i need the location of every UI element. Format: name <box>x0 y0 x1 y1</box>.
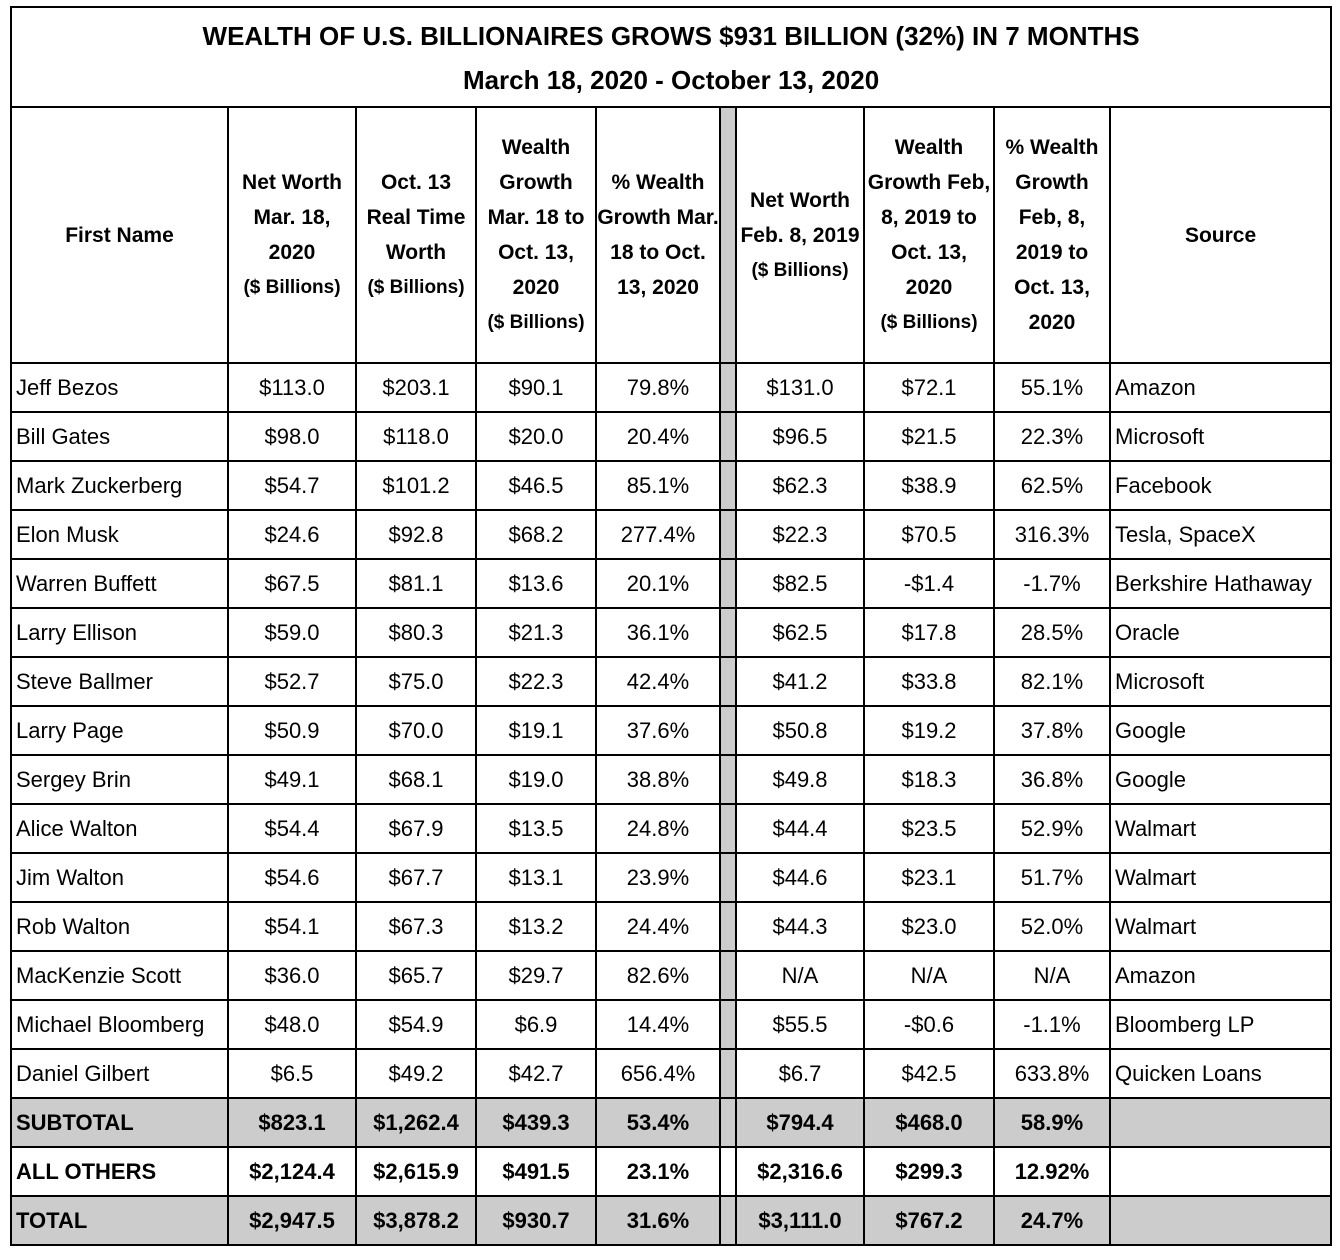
cell-wealth-growth-feb: $33.8 <box>864 657 994 706</box>
cell-pct-growth-feb: 28.5% <box>994 608 1110 657</box>
cell-pct-growth-feb: 12.92% <box>994 1147 1110 1196</box>
cell-net-worth-mar: $6.5 <box>228 1049 356 1098</box>
table-row <box>11 1049 1331 1098</box>
cell-name: Bill Gates <box>11 412 228 461</box>
cell-name: SUBTOTAL <box>11 1098 228 1147</box>
cell-wealth-growth-feb: N/A <box>864 951 994 1000</box>
cell-name: TOTAL <box>11 1196 228 1245</box>
cell-name: Rob Walton <box>11 902 228 951</box>
cell-wealth-growth-mar: $29.7 <box>476 951 596 1000</box>
cell-wealth-growth-mar: $19.0 <box>476 755 596 804</box>
cell-oct13-worth: $81.1 <box>356 559 476 608</box>
cell-net-worth-feb: $62.3 <box>736 461 864 510</box>
cell-name: Sergey Brin <box>11 755 228 804</box>
cell-pct-growth-mar: 36.1% <box>596 608 720 657</box>
cell-name: Steve Ballmer <box>11 657 228 706</box>
cell-wealth-growth-feb: $767.2 <box>864 1196 994 1245</box>
cell-net-worth-feb: $44.3 <box>736 902 864 951</box>
column-separator <box>720 1147 736 1196</box>
cell-pct-growth-feb: 24.7% <box>994 1196 1110 1245</box>
cell-net-worth-feb: $49.8 <box>736 755 864 804</box>
cell-pct-growth-mar: 277.4% <box>596 510 720 559</box>
cell-wealth-growth-feb: $468.0 <box>864 1098 994 1147</box>
cell-wealth-growth-feb: $17.8 <box>864 608 994 657</box>
cell-pct-growth-mar: 53.4% <box>596 1098 720 1147</box>
cell-wealth-growth-mar: $68.2 <box>476 510 596 559</box>
column-separator <box>720 951 736 1000</box>
column-separator <box>720 1000 736 1049</box>
cell-source: Amazon <box>1110 363 1331 412</box>
column-separator <box>720 608 736 657</box>
cell-pct-growth-feb: 58.9% <box>994 1098 1110 1147</box>
cell-wealth-growth-mar: $42.7 <box>476 1049 596 1098</box>
cell-name: Jeff Bezos <box>11 363 228 412</box>
header-oct13-worth: Oct. 13 Real Time Worth ($ Billions) <box>356 107 476 363</box>
cell-wealth-growth-feb: $23.5 <box>864 804 994 853</box>
cell-net-worth-feb: $62.5 <box>736 608 864 657</box>
cell-wealth-growth-feb: $299.3 <box>864 1147 994 1196</box>
cell-oct13-worth: $203.1 <box>356 363 476 412</box>
cell-name: Larry Ellison <box>11 608 228 657</box>
header-net-worth-mar: Net Worth Mar. 18, 2020 ($ Billions) <box>228 107 356 363</box>
title-line-2: March 18, 2020 - October 13, 2020 <box>462 65 880 95</box>
cell-net-worth-mar: $59.0 <box>228 608 356 657</box>
cell-net-worth-mar: $67.5 <box>228 559 356 608</box>
cell-source: Walmart <box>1110 804 1331 853</box>
billionaire-wealth-table <box>10 6 1332 1246</box>
cell-name: MacKenzie Scott <box>11 951 228 1000</box>
cell-pct-growth-feb: 82.1% <box>994 657 1110 706</box>
cell-source: Tesla, SpaceX <box>1110 510 1331 559</box>
cell-net-worth-mar: $50.9 <box>228 706 356 755</box>
cell-name: Michael Bloomberg <box>11 1000 228 1049</box>
table-row <box>11 1000 1331 1049</box>
cell-wealth-growth-feb: $18.3 <box>864 755 994 804</box>
cell-net-worth-feb: $6.7 <box>736 1049 864 1098</box>
cell-pct-growth-mar: 31.6% <box>596 1196 720 1245</box>
cell-wealth-growth-mar: $22.3 <box>476 657 596 706</box>
cell-wealth-growth-feb: $38.9 <box>864 461 994 510</box>
cell-pct-growth-feb: 633.8% <box>994 1049 1110 1098</box>
cell-net-worth-mar: $113.0 <box>228 363 356 412</box>
table-row <box>11 706 1331 755</box>
cell-pct-growth-feb: N/A <box>994 951 1110 1000</box>
cell-source: Walmart <box>1110 902 1331 951</box>
cell-pct-growth-mar: 24.4% <box>596 902 720 951</box>
summary-row <box>11 1098 1331 1147</box>
cell-name: Larry Page <box>11 706 228 755</box>
table-row <box>11 951 1331 1000</box>
cell-net-worth-mar: $54.4 <box>228 804 356 853</box>
cell-net-worth-mar: $2,947.5 <box>228 1196 356 1245</box>
cell-name: Daniel Gilbert <box>11 1049 228 1098</box>
cell-net-worth-mar: $54.6 <box>228 853 356 902</box>
cell-wealth-growth-feb: $70.5 <box>864 510 994 559</box>
cell-oct13-worth: $2,615.9 <box>356 1147 476 1196</box>
cell-source: Bloomberg LP <box>1110 1000 1331 1049</box>
cell-net-worth-mar: $98.0 <box>228 412 356 461</box>
cell-wealth-growth-mar: $13.1 <box>476 853 596 902</box>
cell-oct13-worth: $49.2 <box>356 1049 476 1098</box>
column-separator <box>720 853 736 902</box>
title-line-1: WEALTH OF U.S. BILLIONAIRES GROWS $931 BILLION (32%) IN 7 MONTHS <box>202 21 1140 51</box>
cell-wealth-growth-mar: $21.3 <box>476 608 596 657</box>
cell-name: ALL OTHERS <box>11 1147 228 1196</box>
cell-net-worth-feb: $44.4 <box>736 804 864 853</box>
header-pct-growth-mar: % Wealth Growth Mar. 18 to Oct. 13, 2020 <box>596 107 720 363</box>
cell-net-worth-mar: $48.0 <box>228 1000 356 1049</box>
cell-pct-growth-mar: 656.4% <box>596 1049 720 1098</box>
column-separator <box>720 461 736 510</box>
cell-wealth-growth-mar: $930.7 <box>476 1196 596 1245</box>
cell-pct-growth-mar: 37.6% <box>596 706 720 755</box>
table-row <box>11 902 1331 951</box>
cell-wealth-growth-mar: $13.6 <box>476 559 596 608</box>
cell-name: Alice Walton <box>11 804 228 853</box>
cell-wealth-growth-mar: $46.5 <box>476 461 596 510</box>
header-wealth-growth-feb: Wealth Growth Feb, 8, 2019 to Oct. 13, 2020 ($ Billions) <box>864 107 994 363</box>
cell-pct-growth-feb: 62.5% <box>994 461 1110 510</box>
cell-source: Google <box>1110 755 1331 804</box>
table-row <box>11 363 1331 412</box>
cell-net-worth-feb: $96.5 <box>736 412 864 461</box>
cell-pct-growth-mar: 20.1% <box>596 559 720 608</box>
cell-net-worth-feb: $794.4 <box>736 1098 864 1147</box>
table-row <box>11 657 1331 706</box>
table-row <box>11 412 1331 461</box>
cell-pct-growth-feb: 316.3% <box>994 510 1110 559</box>
cell-pct-growth-mar: 20.4% <box>596 412 720 461</box>
cell-source: Berkshire Hathaway <box>1110 559 1331 608</box>
cell-wealth-growth-feb: $23.1 <box>864 853 994 902</box>
column-separator <box>720 804 736 853</box>
cell-oct13-worth: $67.7 <box>356 853 476 902</box>
cell-source: Amazon <box>1110 951 1331 1000</box>
cell-net-worth-mar: $54.1 <box>228 902 356 951</box>
cell-pct-growth-mar: 79.8% <box>596 363 720 412</box>
header-source: Source <box>1110 107 1331 363</box>
column-separator <box>720 755 736 804</box>
cell-net-worth-mar: $54.7 <box>228 461 356 510</box>
cell-source: Oracle <box>1110 608 1331 657</box>
column-separator <box>720 412 736 461</box>
cell-oct13-worth: $67.3 <box>356 902 476 951</box>
header-first-name: First Name <box>11 107 228 363</box>
billionaire-wealth-table-container <box>10 6 1330 1246</box>
cell-net-worth-feb: N/A <box>736 951 864 1000</box>
cell-pct-growth-feb: -1.7% <box>994 559 1110 608</box>
cell-source: Facebook <box>1110 461 1331 510</box>
cell-oct13-worth: $1,262.4 <box>356 1098 476 1147</box>
cell-wealth-growth-mar: $439.3 <box>476 1098 596 1147</box>
cell-wealth-growth-feb: -$0.6 <box>864 1000 994 1049</box>
cell-net-worth-feb: $44.6 <box>736 853 864 902</box>
cell-wealth-growth-feb: $23.0 <box>864 902 994 951</box>
cell-source <box>1110 1147 1331 1196</box>
cell-wealth-growth-feb: $42.5 <box>864 1049 994 1098</box>
cell-net-worth-feb: $82.5 <box>736 559 864 608</box>
cell-pct-growth-mar: 42.4% <box>596 657 720 706</box>
table-row <box>11 804 1331 853</box>
cell-net-worth-mar: $36.0 <box>228 951 356 1000</box>
cell-wealth-growth-mar: $20.0 <box>476 412 596 461</box>
cell-wealth-growth-mar: $19.1 <box>476 706 596 755</box>
cell-wealth-growth-feb: $19.2 <box>864 706 994 755</box>
cell-net-worth-mar: $52.7 <box>228 657 356 706</box>
cell-net-worth-feb: $2,316.6 <box>736 1147 864 1196</box>
column-separator <box>720 1049 736 1098</box>
cell-oct13-worth: $70.0 <box>356 706 476 755</box>
cell-pct-growth-mar: 23.1% <box>596 1147 720 1196</box>
cell-source <box>1110 1098 1331 1147</box>
column-separator <box>720 1196 736 1245</box>
column-separator <box>720 107 736 363</box>
cell-name: Warren Buffett <box>11 559 228 608</box>
cell-pct-growth-mar: 24.8% <box>596 804 720 853</box>
column-separator <box>720 559 736 608</box>
cell-wealth-growth-feb: $72.1 <box>864 363 994 412</box>
cell-pct-growth-feb: -1.1% <box>994 1000 1110 1049</box>
summary-row <box>11 1147 1331 1196</box>
cell-source: Microsoft <box>1110 412 1331 461</box>
cell-wealth-growth-mar: $491.5 <box>476 1147 596 1196</box>
cell-source <box>1110 1196 1331 1245</box>
table-body <box>11 363 1331 1245</box>
cell-pct-growth-feb: 22.3% <box>994 412 1110 461</box>
cell-name: Jim Walton <box>11 853 228 902</box>
header-wealth-growth-mar: Wealth Growth Mar. 18 to Oct. 13, 2020 ($ Billions) <box>476 107 596 363</box>
column-separator <box>720 510 736 559</box>
column-separator <box>720 902 736 951</box>
column-separator <box>720 363 736 412</box>
cell-oct13-worth: $118.0 <box>356 412 476 461</box>
cell-pct-growth-feb: 52.0% <box>994 902 1110 951</box>
cell-wealth-growth-mar: $13.5 <box>476 804 596 853</box>
cell-oct13-worth: $3,878.2 <box>356 1196 476 1245</box>
cell-oct13-worth: $65.7 <box>356 951 476 1000</box>
table-row <box>11 559 1331 608</box>
cell-net-worth-mar: $823.1 <box>228 1098 356 1147</box>
summary-row <box>11 1196 1331 1245</box>
table-row <box>11 608 1331 657</box>
cell-source: Walmart <box>1110 853 1331 902</box>
header-net-worth-feb: Net Worth Feb. 8, 2019 ($ Billions) <box>736 107 864 363</box>
cell-oct13-worth: $101.2 <box>356 461 476 510</box>
column-separator <box>720 706 736 755</box>
cell-source: Google <box>1110 706 1331 755</box>
cell-net-worth-feb: $131.0 <box>736 363 864 412</box>
table-row <box>11 461 1331 510</box>
table-title <box>11 7 1331 107</box>
column-separator <box>720 1098 736 1147</box>
column-header-row <box>11 107 1331 363</box>
cell-oct13-worth: $92.8 <box>356 510 476 559</box>
cell-name: Elon Musk <box>11 510 228 559</box>
cell-net-worth-feb: $41.2 <box>736 657 864 706</box>
cell-name: Mark Zuckerberg <box>11 461 228 510</box>
cell-pct-growth-mar: 38.8% <box>596 755 720 804</box>
cell-oct13-worth: $80.3 <box>356 608 476 657</box>
cell-net-worth-feb: $50.8 <box>736 706 864 755</box>
cell-oct13-worth: $67.9 <box>356 804 476 853</box>
cell-oct13-worth: $54.9 <box>356 1000 476 1049</box>
cell-net-worth-feb: $3,111.0 <box>736 1196 864 1245</box>
cell-wealth-growth-mar: $6.9 <box>476 1000 596 1049</box>
cell-oct13-worth: $68.1 <box>356 755 476 804</box>
table-row <box>11 755 1331 804</box>
cell-net-worth-mar: $2,124.4 <box>228 1147 356 1196</box>
cell-wealth-growth-feb: $21.5 <box>864 412 994 461</box>
cell-wealth-growth-feb: -$1.4 <box>864 559 994 608</box>
cell-source: Quicken Loans <box>1110 1049 1331 1098</box>
cell-source: Microsoft <box>1110 657 1331 706</box>
cell-pct-growth-mar: 14.4% <box>596 1000 720 1049</box>
cell-pct-growth-feb: 37.8% <box>994 706 1110 755</box>
cell-pct-growth-feb: 52.9% <box>994 804 1110 853</box>
cell-oct13-worth: $75.0 <box>356 657 476 706</box>
cell-pct-growth-mar: 23.9% <box>596 853 720 902</box>
cell-net-worth-feb: $55.5 <box>736 1000 864 1049</box>
cell-wealth-growth-mar: $13.2 <box>476 902 596 951</box>
cell-pct-growth-mar: 85.1% <box>596 461 720 510</box>
header-pct-growth-feb: % Wealth Growth Feb, 8, 2019 to Oct. 13, 2020 <box>994 107 1110 363</box>
table-row <box>11 853 1331 902</box>
cell-net-worth-mar: $49.1 <box>228 755 356 804</box>
cell-wealth-growth-mar: $90.1 <box>476 363 596 412</box>
table-row <box>11 510 1331 559</box>
cell-pct-growth-feb: 51.7% <box>994 853 1110 902</box>
cell-pct-growth-feb: 36.8% <box>994 755 1110 804</box>
cell-pct-growth-feb: 55.1% <box>994 363 1110 412</box>
cell-pct-growth-mar: 82.6% <box>596 951 720 1000</box>
column-separator <box>720 657 736 706</box>
cell-net-worth-feb: $22.3 <box>736 510 864 559</box>
cell-net-worth-mar: $24.6 <box>228 510 356 559</box>
